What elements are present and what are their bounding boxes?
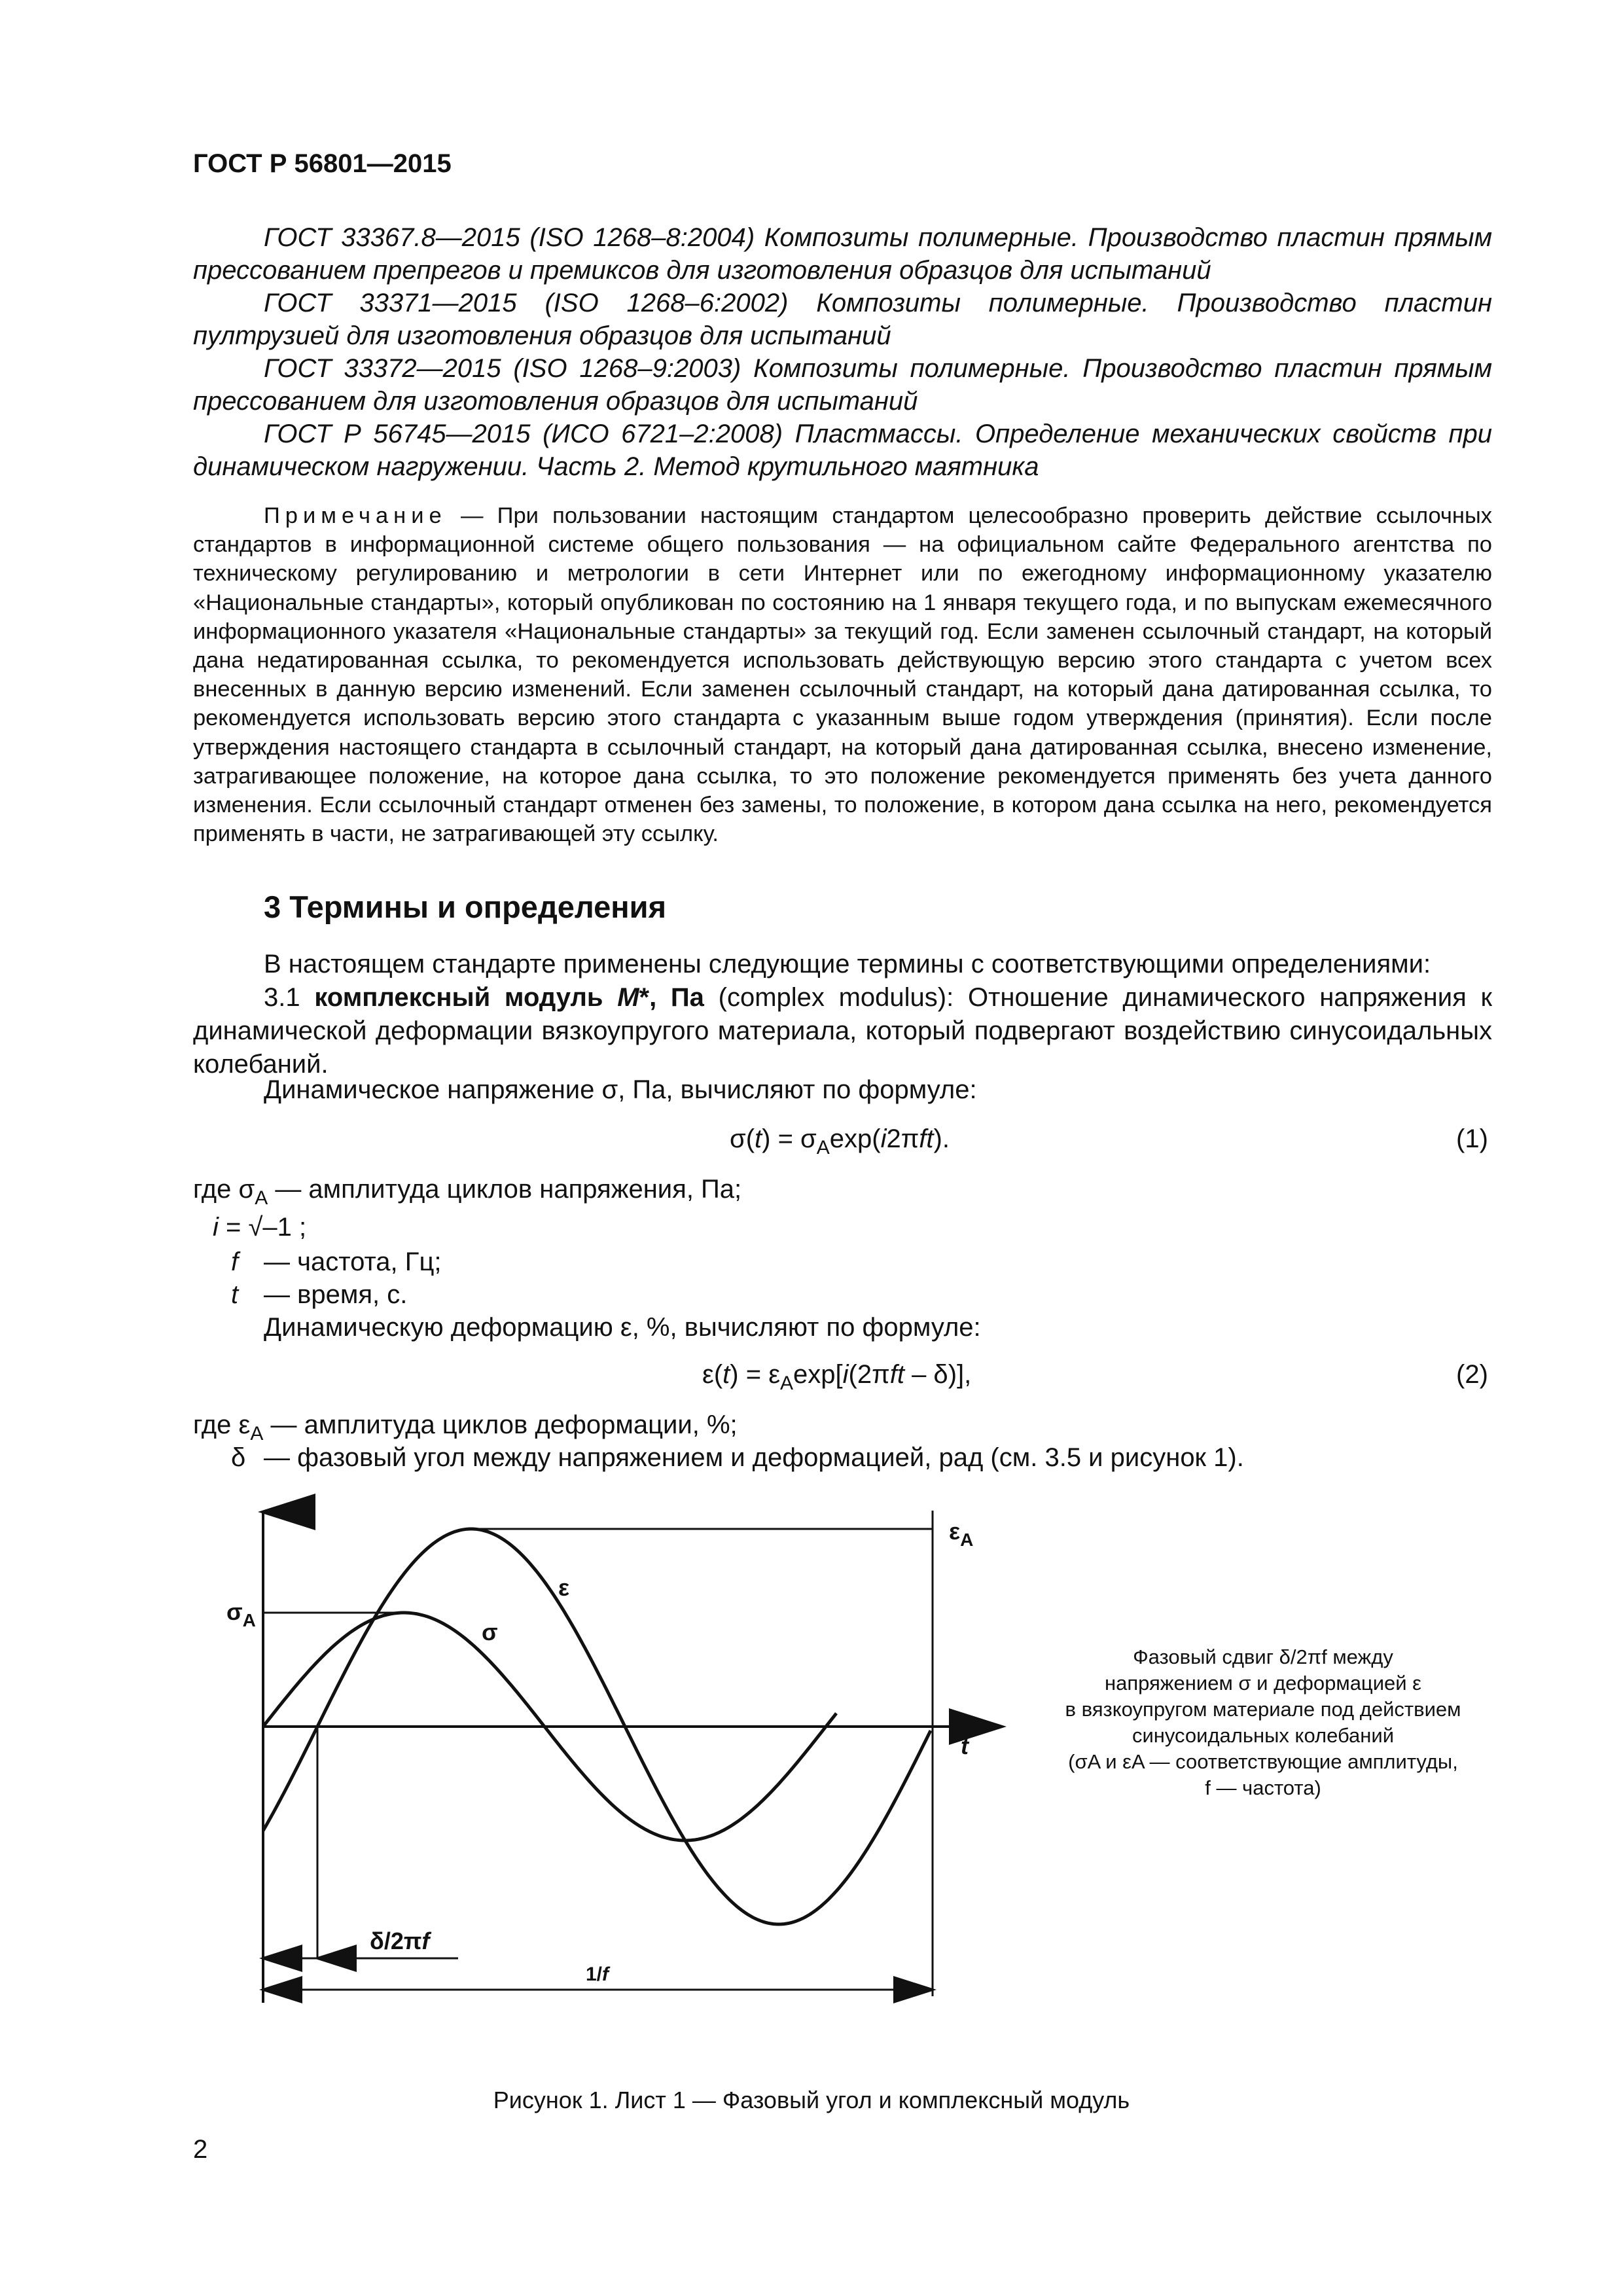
term-text: Отношение динамического напряжения к динамической деформации вязкоупругого материала, который подвергают воздействию синусоидальных колебаний.: [193, 983, 1492, 1079]
page-number: 2: [193, 2135, 208, 2164]
shift-label: δ/2πf: [370, 1928, 430, 1954]
formula-1: $\sigma(t) = \sigma_A\exp(i2\pi ft)$.: [730, 1124, 950, 1158]
time-axis-label: t: [961, 1732, 969, 1759]
where-text: — частота, Гц;: [264, 1247, 442, 1276]
stress-intro: Динамическое напряжение σ, Па, вычисляют по формуле:: [264, 1075, 977, 1104]
formula-number: (2): [1456, 1360, 1488, 1389]
reference-item: ГОСТ 33371—2015 (ISO 1268–6:2002) Композиты полимерные. Производство пластин пултрузией для изготовления образцов для испытаний: [193, 289, 1492, 350]
note-label: Примечание: [264, 503, 447, 528]
sigma-curve-label: σ: [482, 1619, 498, 1645]
intro-paragraph: В настоящем стандарте применены следующие термины с соответствующими определениями:: [264, 950, 1431, 978]
term-symbol: M: [617, 983, 639, 1012]
where-symbol: δ: [231, 1443, 246, 1472]
figure-caption: Рисунок 1. Лист 1 — Фазовый угол и комплексный модуль: [493, 2087, 1130, 2113]
note-text: — При пользовании настоящим стандартом целесообразно проверить действие ссылочных стандартов в информационной системе общего пользования — на официальном сайте Федерального агентства по техническому регулированию и метрологии в сети Интернет или по ежегодному информационному указателю «Национальные стандарты», который опубликован по состоянию на 1 января текущего года, и по выпускам ежемесячного информационного указателя «Национальные стандарты» за текущий год. Если заменен ссылочный стандарт, на который дана недатированная ссылка, то рекомендуется использовать действующую версию этого стандарта с учетом всех внесенных в данную версию изменений. Если заменен ссылочный стандарт, на который дана датированная ссылка, то рекомендуется использовать версию этого стандарта с указанным выше годом утверждения (принятия). Если после утверждения настоящего стандарта в ссылочный стандарт, на который дана датированная ссылка, внесено изменение, затрагивающее положение, на которое дана ссылка, то это положение рекомендуется применять без учета данного изменения. Если ссылочный стандарт отменен без замены, то положение, в котором дана ссылка на него, рекомендуется применять в части, не затрагивающей эту ссылку.: [193, 503, 1492, 847]
where-symbol: f: [231, 1247, 239, 1276]
period-label: 1/f: [586, 1964, 609, 1985]
figure-legend: Фазовый сдвиг δ/2πf между напряжением σ и деформацией ε в вязкоупругом материале под действием синусоидальных колебаний (σA и εA — соответствующие амплитуды, f — частота): [1065, 1645, 1461, 1799]
formula-number: (1): [1456, 1124, 1488, 1153]
reference-item: ГОСТ 33367.8—2015 (ISO 1268–8:2004) Композиты полимерные. Производство пластин прямым прессованием препрегов и премиксов для изготовления образцов для испытаний: [193, 223, 1492, 285]
eps-amplitude-label: $\varepsilon_A$: [949, 1518, 974, 1550]
where-line: где $\sigma_A$ — амплитуда циклов напряжения, Па;: [193, 1175, 742, 1209]
section-title: 3 Термины и определения: [264, 889, 666, 924]
reference-item: ГОСТ 33372—2015 (ISO 1268–9:2003) Композиты полимерные. Производство пластин прямым прессованием для изготовления образцов для испытаний: [193, 354, 1492, 416]
where-text: — время, с.: [264, 1280, 408, 1309]
term-english: (complex modulus):: [718, 983, 954, 1012]
reference-item: ГОСТ Р 56745—2015 (ИСО 6721–2:2008) Пластмассы. Определение механических свойств при динамическом нагружении. Часть 2. Метод крутильного маятника: [193, 420, 1492, 481]
strain-intro: Динамическую деформацию ε, %, вычисляют по формуле:: [264, 1313, 981, 1342]
where-symbol: t: [231, 1280, 239, 1309]
where-line: где $\varepsilon_A$ — амплитуда циклов деформации, %;: [193, 1410, 738, 1444]
eps-curve-label: ε: [558, 1574, 570, 1601]
formula-2: $\varepsilon(t) = \varepsilon_A\exp[i(2\pi ft - \delta)]$,: [702, 1360, 972, 1394]
document-header: ГОСТ Р 56801—2015: [193, 149, 452, 178]
where-text: — фазовый угол между напряжением и деформацией, рад (см. 3.5 и рисунок 1).: [264, 1443, 1244, 1472]
where-line: i = √–1 ;: [213, 1213, 307, 1242]
sigma-amplitude-label: $\sigma_A$: [226, 1598, 256, 1630]
term-name: комплексный модуль: [314, 983, 603, 1012]
term-definition: 3.1 комплексный модуль M*, Па (complex modulus): Отношение динамического напряжения к динамической деформации вязкоупругого материала, который подвергают воздействию синусоидальных колебаний.: [193, 983, 1492, 1079]
